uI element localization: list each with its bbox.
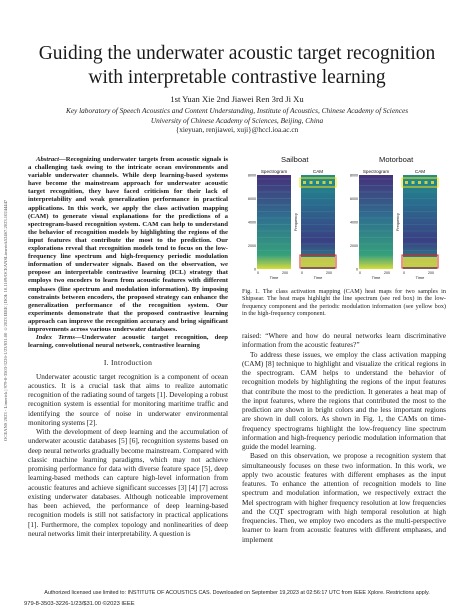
x-tick-label: 0	[301, 271, 303, 275]
x-tick-label: 200	[384, 271, 390, 275]
x-tick-label: 0	[403, 271, 405, 275]
panel-title: CAM	[312, 169, 324, 174]
y-tick-label: 6000	[248, 197, 256, 201]
panel-title: CAM	[414, 169, 426, 174]
index-terms-text: —Underwater acoustic target recognition, deep learning, convolutional neural network, contrastive learning	[28, 334, 228, 350]
price-footer: 979-8-3503-3226-1/23/$31.00 ©2023 IEEE	[24, 601, 135, 607]
author-emails: {xieyuan, renjiawei, xuji}@hccl.ioa.ac.cn	[175, 125, 299, 135]
cam-modulation-spot	[425, 181, 428, 184]
license-footer: Authorized licensed use limited to: INSTITUTE OF ACOUSTICS CAS. Downloaded on September 19,2023 at 02:56:17 UTC from IEEE Xplore. Restrictions apply.	[44, 590, 430, 596]
intro-paragraph-1: Underwater acoustic target recognition is a component of ocean acoustics. It is a crucial task that aims to realize automatic recognition of the radiating sound of targets [1]. Developing a robust recognition system is essential for monitoring maritime traffic and identifying the source of noise in underwater environmental monitoring systems [2].	[28, 372, 228, 427]
abstract-label: Abstract	[36, 156, 60, 163]
x-tick-label: 0	[257, 271, 259, 275]
cam-modulation-spot	[310, 181, 313, 184]
intro-paragraph-2: With the development of deep learning and the accumulation of underwater acoustic databases [5] [6], recognition systems based on deep neural networks gradually become mainstream. Compared with classic machine learning paradigms, which may not achieve promising performance for data with diverse feature space [5], deep learning-based methods can capture high-level information from acoustic features and achieve significant successes [3] [4] [7] across existing underwater databases. Although noticeable improvement has been achieved, the performance of deep learning-based recognition models is still not satisfactory in practical applications [1]. Furthermore, the complex topology and nonlinearities of deep neural networks limit their interpretability. A question is	[28, 428, 228, 538]
cam-modulation-spot	[405, 181, 408, 184]
paper-title: Guiding the underwater acoustic target recognition with interpretable contrastive learning	[38, 43, 436, 88]
affiliation-block	[30, 106, 444, 135]
panel-title: Spectrogram	[362, 169, 390, 174]
x-axis-label: Time	[415, 275, 425, 280]
left-column	[28, 156, 228, 539]
index-terms-label: Index Terms	[36, 334, 75, 342]
cam-modulation-spot	[431, 181, 434, 184]
abstract	[28, 156, 228, 334]
cam-modulation-spot	[316, 181, 319, 184]
cam-modulation-spot	[412, 181, 415, 184]
section-heading-introduction: I. Introduction	[103, 358, 153, 368]
cam-modulation-spot	[418, 181, 421, 184]
cam-low-frequency-band	[403, 257, 437, 267]
panel-title: Spectrogram	[260, 169, 288, 174]
x-tick-label: 0	[359, 271, 361, 275]
figure-1	[243, 155, 445, 285]
figure-header-motorboat: Motorboat	[379, 155, 414, 164]
y-tick-label: 4000	[248, 220, 256, 225]
spectrogram-panel	[257, 175, 291, 269]
x-axis-label: Time	[371, 275, 381, 280]
x-axis-label: Time	[313, 275, 323, 280]
right-column	[242, 332, 446, 545]
cam-low-frequency-band	[301, 257, 335, 267]
x-axis-label: Time	[269, 275, 279, 280]
y-axis-label: Frequency	[294, 213, 298, 231]
cam-heatmap-panels	[243, 167, 445, 285]
y-tick-label: 6000	[350, 197, 358, 201]
y-tick-label: 4000	[350, 220, 358, 225]
affiliation-line-2: University of Chinese Academy of Sciences, Beijing, China	[150, 115, 324, 125]
x-tick-label: 200	[282, 271, 288, 275]
side-identifier: OCEANS 2023 - Limerick | 979-8-3503-3226-1/23/$31.00 ©2023 IEEE | DOI: 10.1109/OCEANSLimerick52467.2023.10244447	[3, 199, 8, 441]
y-tick-label: 2000	[350, 244, 358, 248]
cam-modulation-spot	[323, 181, 326, 184]
y-tick-label: 8000	[350, 173, 358, 178]
y-tick-label: 8000	[248, 173, 256, 178]
spectrogram-panel	[359, 175, 393, 269]
x-tick-label: 200	[326, 271, 332, 275]
y-tick-label: 2000	[248, 244, 256, 248]
index-terms	[28, 334, 228, 350]
cam-modulation-spot	[329, 181, 332, 184]
x-tick-label: 200	[428, 271, 434, 275]
abstract-text: —Recognizing underwater targets from acoustic signals is a challenging task owing to the intricate ocean environments and variable underwater channels. While deep learning-based systems have become the mainstream approach for underwater acoustic target recognition, they have faced criticism for their lack of interpretability and weak generalization performance in practical applications. In this work, we apply the class activation mapping (CAM) to generate visual explanations for the predictions of a spectrogram-based recognition system. CAM can help to understand the behavior of recognition models by highlighting the regions of the input features that contribute the most to the prediction. Our explorations reveal that recognition models tend to focus on the low-frequency line spectrum and high-frequency periodic modulation information of underwater signals. Based on the observation, we propose an interpretable contrastive learning (ICL) strategy that employs two encoders to learn from acoustic features with different emphases (line spectrum and modulation information). By imposing constraints between encoders, the proposed strategy can enhance the generalization performance of the recognition system. Our experiments demonstrate that the proposed contrastive learning approach can improve the recognition accuracy and bring significant improvements across various underwater databases.	[28, 156, 228, 333]
affiliation-line-1: Key laboratory of Speech Acoustics and Content Understanding, Institute of Acoustics, Chinese Academy of Sciences	[65, 106, 409, 115]
cam-modulation-spot	[303, 181, 306, 184]
y-tick-label: 0	[356, 267, 358, 272]
right-paragraph-3: Based on this observation, we propose a recognition system that simultaneously focuses on these two information. In this work, we apply two acoustic features with different emphases as the input features. To enhance the attention of recognition models to line spectrum and modulation information, we respectively extract the Mel spectrogram with higher frequency resolution at low frequencies and the CQT spectrogram with high temporal resolution at high frequencies. Then, we employ two encoders as the multi-perspective learner to learn from acoustic features with different emphases, and implement	[242, 452, 446, 544]
y-tick-label: 0	[254, 267, 256, 272]
figure-header-sailboat: Sailboat	[281, 155, 309, 164]
figure-1-caption: Fig. 1. The class activation mapping (CAM) heat maps for two samples in Shipsear. The heat maps highlight the line spectrum (see red box) in the low-frequency component and the periodic modulation information (see yellow box) in the high-frequency component.	[242, 288, 446, 318]
author-list: 1st Yuan Xie 2nd Jiawei Ren 3rd Ji Xu	[170, 94, 304, 104]
y-axis-label: Frequency	[396, 213, 400, 231]
right-paragraph-1: raised: “Where and how do neural networks learn discriminative information from the acoustic features?”	[242, 332, 446, 350]
right-paragraph-2: To address these issues, we employ the class activation mapping (CAM) [8] technique to highlight and visualize the critical regions in the spectrogram. CAM helps to understand the behavior of recognition models by highlighting the regions of the input features that contribute the most to the prediction. It generates a heat map of the input features, where the regions that contributed the most to the prediction are shown in bright colors and the less important regions are shown in dull colors. As shown in Fig. 1, the CAMs on time-frequency spectrograms highlight the low-frequency line spectrum information and high-frequency periodic modulation information that guide the model learning.	[242, 350, 446, 451]
